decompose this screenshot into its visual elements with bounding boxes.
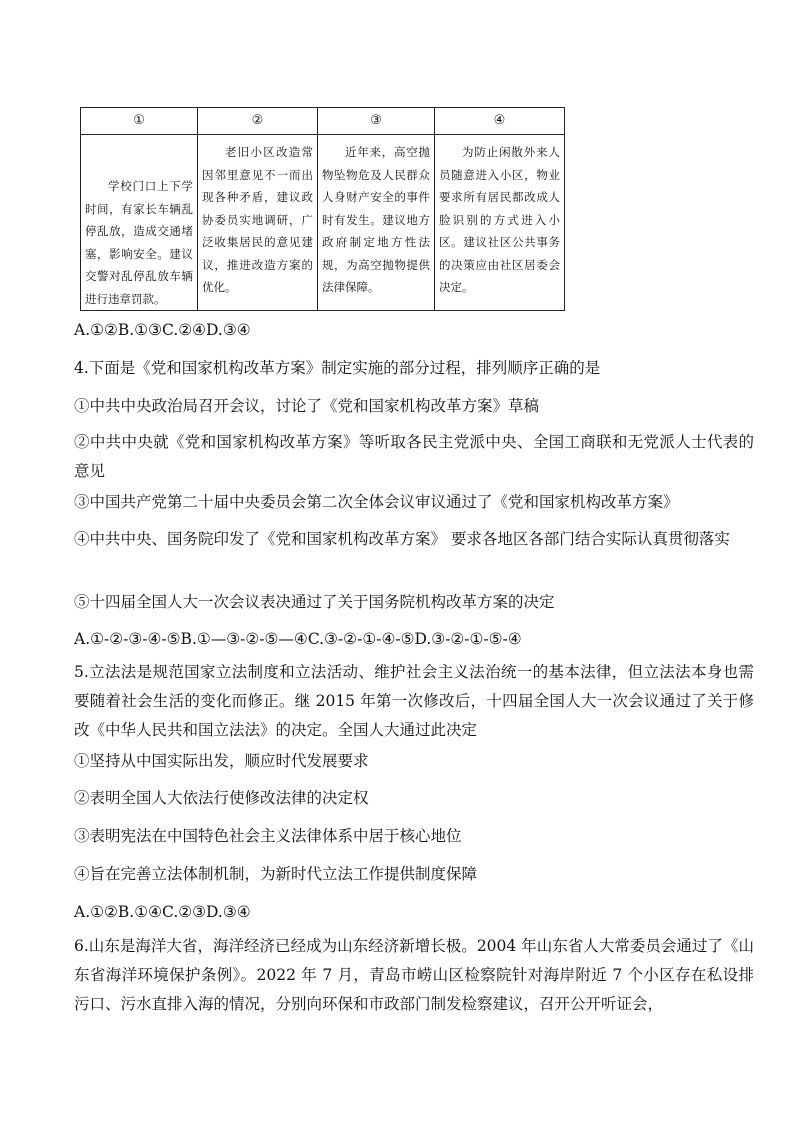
q3-options: A.①②B.①③C.②④D.③④ (74, 321, 251, 339)
table-cell (435, 135, 565, 311)
cell-text: 近年来，高空抛物坠物危及人民群众人身财产安全的事件时有发生。建议地方政府制定地方性法规，为高空抛物提供法律保障。 (322, 145, 430, 294)
cell-text: 学校门口上下学时间，有家长车辆乱停乱放，造成交通堵塞，影响安全。建议交警对乱停乱放车辆进行违章罚款。 (85, 179, 193, 306)
q4-options: A.①-②-③-④-⑤B.①—③-②-⑤—④C.③-②-①-④-⑤D.③-②-①-⑤-④ (74, 630, 522, 648)
q4-statement-2: ②中共中央就《党和国家机构改革方案》等听取各民主党派中央、全国工商联和无党派人士代表的意见 (74, 433, 754, 480)
table-header-cell: ① (81, 108, 198, 135)
table-header-cell: ② (198, 108, 318, 135)
table-cell (198, 135, 318, 311)
q5-statement-1: ①坚持从中国实际出发，顺应时代发展要求 (74, 752, 369, 770)
q4-statement-1: ①中共中央政治局召开会议，讨论了《党和国家机构改革方案》草稿 (74, 397, 540, 415)
suggestion-table (80, 107, 565, 311)
table-header-cell: ③ (318, 108, 435, 135)
q4-statement-5: ⑤十四届全国人大一次会议表决通过了关于国务院机构改革方案的决定 (74, 593, 555, 611)
table-cell (81, 135, 198, 311)
q6-stem: 6.山东是海洋大省，海洋经济已经成为山东经济新增长极。2004 年山东省人大常委员会通过了《山东省海洋环境保护条例》。2022 年 7 月，青岛市崂山区检察院针对海岸附近 7 个小区存在私设排污口、污水直排入海的情况，分别向环保和市政部门制发检察建议，召开公开听证会， (74, 937, 754, 1013)
q5-statement-2: ②表明全国人大依法行使修改法律的决定权 (74, 789, 369, 807)
table-header-cell: ④ (435, 108, 565, 135)
cell-text: 为防止闲散外来人员随意进入小区，物业要求所有居民都改成人脸识别的方式进入小区。建议社区公共事务的决策应由社区居委会决定。 (439, 145, 560, 294)
q5-options: A.①②B.①④C.②③D.③④ (74, 903, 251, 921)
q5-statement-4: ④旨在完善立法体制机制，为新时代立法工作提供制度保障 (74, 865, 478, 883)
table-header-row (81, 108, 565, 135)
q5-stem: 5.立法法是规范国家立法制度和立法活动、维护社会主义法治统一的基本法律，但立法法本身也需要随着社会生活的变化而修正。继 2015 年第一次修改后，十四届全国人大一次会议通过了关于修改《中华人民共和国立法法》的决定。全国人大通过此决定 (74, 663, 754, 739)
table-row (81, 135, 565, 311)
table-cell (318, 135, 435, 311)
q4-stem: 4.下面是《党和国家机构改革方案》制定实施的部分过程，排列顺序正确的是 (74, 359, 601, 377)
q5-statement-3: ③表明宪法在中国特色社会主义法律体系中居于核心地位 (74, 827, 462, 845)
q4-statement-3: ③中国共产党第二十届中央委员会第二次全体会议审议通过了《党和国家机构改革方案》 (74, 493, 679, 511)
q4-statement-4: ④中共中央、国务院印发了《党和国家机构改革方案》 要求各地区各部门结合实际认真贯彻落实 (74, 530, 730, 548)
cell-text: 老旧小区改造常因邻里意见不一而出现各种矛盾，建议政协委员实地调研，广泛收集居民的意见建议，推进改造方案的优化。 (202, 145, 313, 294)
